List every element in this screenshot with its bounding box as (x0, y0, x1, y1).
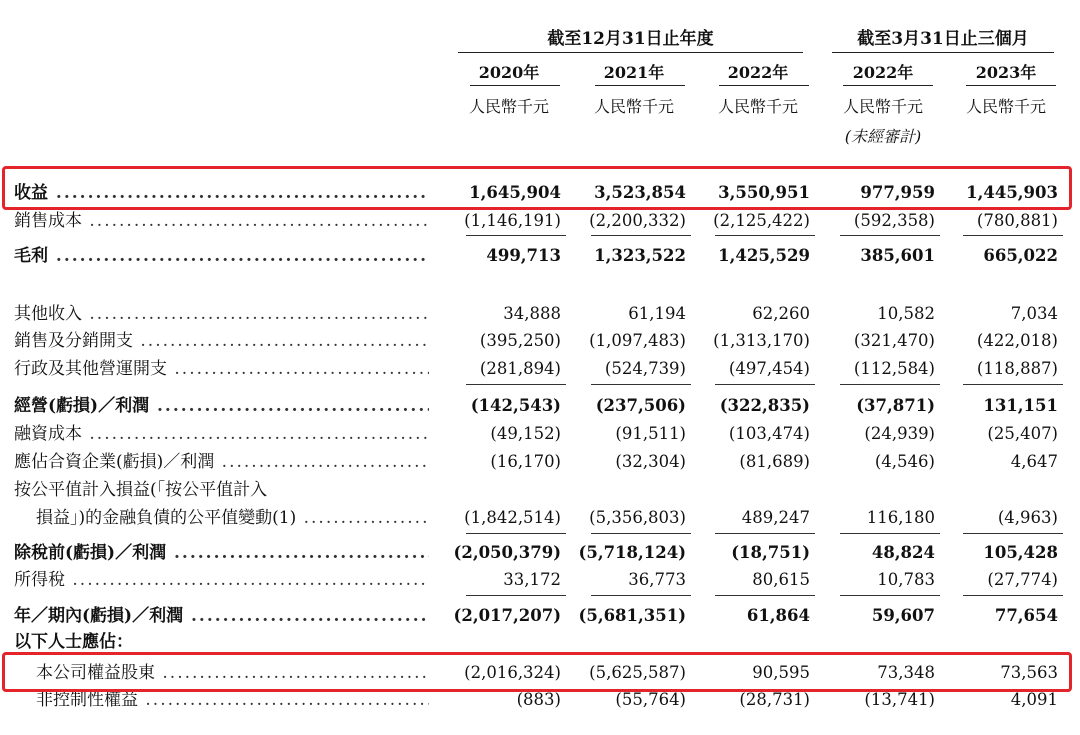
underline (591, 533, 691, 534)
cell: 131,151 (983, 396, 1058, 415)
col-year-2021: 2021年 (603, 63, 665, 82)
table-row-cost-of-sales (0, 208, 1080, 234)
underline (715, 595, 815, 596)
cell: 59,607 (871, 606, 935, 625)
underline (591, 235, 691, 236)
row-label: 年／期內(虧損)／利潤 ..... (14, 603, 429, 629)
cell: (2,125,422) (713, 211, 810, 230)
underline (963, 595, 1063, 596)
row-label: 以下人士應佔： (14, 632, 133, 652)
cell: 7,034 (1010, 304, 1058, 323)
cell: (780,881) (976, 211, 1058, 230)
cell: (524,739) (604, 359, 686, 378)
cell: (27,774) (987, 570, 1058, 589)
col-year-2023-q1: 2023年 (975, 63, 1037, 82)
row-label: 收益 ..... (14, 180, 429, 206)
col-rule (966, 85, 1056, 86)
cell: (55,764) (615, 690, 686, 709)
header-group-quarter: 截至3月31日止三個月 (857, 29, 1029, 49)
row-label: 融資成本 ..... (14, 421, 429, 447)
table-row-finance-costs (0, 421, 1080, 447)
cell: (422,018) (976, 331, 1058, 350)
col-rule (470, 85, 560, 86)
underline (715, 235, 815, 236)
underline (963, 533, 1063, 534)
header-rule-annual (458, 52, 803, 53)
col-rule (719, 85, 809, 86)
cell: 489,247 (741, 508, 810, 527)
row-label: 應佔合資企業(虧損)／利潤 ..... (14, 449, 429, 475)
table-row-selling-expenses (0, 328, 1080, 354)
cell: (13,741) (864, 690, 935, 709)
row-label: 其他收入 ..... (14, 301, 429, 327)
underline (591, 384, 691, 385)
table-row-operating-result (0, 393, 1080, 419)
underline (715, 533, 815, 534)
cell: (2,050,379) (453, 543, 561, 562)
cell: (103,474) (728, 424, 810, 443)
cell: (112,584) (853, 359, 935, 378)
cell: (5,718,124) (578, 543, 686, 562)
row-label: 所得稅 ..... (14, 567, 429, 593)
cell: (1,313,170) (713, 331, 810, 350)
cell: (281,894) (479, 359, 561, 378)
cell: 116,180 (866, 508, 935, 527)
cell: 77,654 (994, 606, 1058, 625)
cell: 3,550,951 (718, 183, 810, 202)
cell: (16,170) (490, 452, 561, 471)
row-label: 按公平值計入損益(「按公平值計入 (14, 480, 268, 500)
cell: 10,783 (877, 570, 935, 589)
cell: 61,194 (628, 304, 686, 323)
table-row-other-income (0, 301, 1080, 327)
col-year-2022-q1: 2022年 (852, 63, 914, 82)
row-label: 本公司權益股東 ..... (36, 660, 429, 686)
cell: (32,304) (615, 452, 686, 471)
cell: 73,563 (1000, 663, 1058, 682)
row-label: 除稅前(虧損)／利潤 ..... (14, 540, 429, 566)
row-label: 毛利 ..... (14, 243, 429, 269)
cell: 977,959 (860, 183, 935, 202)
underline (840, 384, 940, 385)
header-rule-quarter (832, 52, 1054, 53)
table-row-period-result (0, 603, 1080, 629)
row-label: 行政及其他營運開支 ..... (14, 356, 429, 382)
cell: (18,751) (731, 543, 810, 562)
cell: 4,647 (1010, 452, 1058, 471)
cell: 10,582 (877, 304, 935, 323)
col-currency: 人民幣千元 (842, 97, 923, 116)
table-row-pretax-result (0, 540, 1080, 566)
cell: (24,939) (864, 424, 935, 443)
cell: (2,017,207) (453, 606, 561, 625)
col-currency: 人民幣千元 (717, 97, 798, 116)
table-row-fvtpl-heading (0, 477, 1080, 503)
cell: 34,888 (503, 304, 561, 323)
col-unaudited-note: (未經審計) (844, 127, 922, 146)
cell: 33,172 (503, 570, 561, 589)
underline (466, 595, 566, 596)
row-label: 經營(虧損)／利潤 ..... (14, 393, 429, 419)
highlight-box-equity-shareholders (2, 652, 1072, 692)
row-label: 非控制性權益 ..... (36, 687, 429, 713)
cell: (321,470) (853, 331, 935, 350)
row-label: 銷售成本 ..... (14, 208, 429, 234)
col-currency: 人民幣千元 (593, 97, 674, 116)
cell: (883) (516, 690, 561, 709)
cell: 665,022 (983, 246, 1058, 265)
header-group-annual: 截至12月31日止年度 (547, 29, 714, 49)
col-year-2022: 2022年 (727, 63, 789, 82)
cell: (37,871) (856, 396, 935, 415)
col-year-2020: 2020年 (478, 63, 540, 82)
underline (840, 533, 940, 534)
cell: 73,348 (877, 663, 935, 682)
cell: (1,146,191) (464, 211, 561, 230)
table-row-joint-venture-share (0, 449, 1080, 475)
cell: (2,200,332) (589, 211, 686, 230)
underline (466, 235, 566, 236)
cell: 499,713 (486, 246, 561, 265)
row-label: 銷售及分銷開支 ..... (14, 328, 429, 354)
cell: (5,356,803) (589, 508, 686, 527)
underline (715, 384, 815, 385)
cell: 1,425,529 (718, 246, 810, 265)
cell: (25,407) (987, 424, 1058, 443)
table-row-admin-expenses (0, 356, 1080, 382)
table-row-gross-profit (0, 243, 1080, 269)
col-currency: 人民幣千元 (468, 97, 549, 116)
cell: 61,864 (746, 606, 810, 625)
cell: (395,250) (479, 331, 561, 350)
cell: 90,595 (752, 663, 810, 682)
cell: (4,963) (997, 508, 1058, 527)
cell: 48,824 (871, 543, 935, 562)
cell: (5,625,587) (589, 663, 686, 682)
cell: (237,506) (595, 396, 686, 415)
cell: 105,428 (983, 543, 1058, 562)
table-row-income-tax (0, 567, 1080, 593)
cell: (28,731) (739, 690, 810, 709)
cell: (1,097,483) (589, 331, 686, 350)
highlight-box-revenue (2, 166, 1072, 210)
cell: (49,152) (490, 424, 561, 443)
cell: (322,835) (719, 396, 810, 415)
underline (466, 384, 566, 385)
underline (591, 595, 691, 596)
cell: (81,689) (739, 452, 810, 471)
cell: 80,615 (752, 570, 810, 589)
cell: 385,601 (860, 246, 935, 265)
underline (840, 595, 940, 596)
underline (963, 235, 1063, 236)
cell: (592,358) (853, 211, 935, 230)
cell: 4,091 (1010, 690, 1058, 709)
cell: (2,016,324) (464, 663, 561, 682)
cell: (1,842,514) (464, 508, 561, 527)
underline (466, 533, 566, 534)
cell: 1,323,522 (594, 246, 686, 265)
underline (963, 384, 1063, 385)
col-rule (843, 85, 933, 86)
underline (840, 235, 940, 236)
cell: (118,887) (976, 359, 1058, 378)
cell: 36,773 (628, 570, 686, 589)
col-currency: 人民幣千元 (965, 97, 1046, 116)
cell: (4,546) (874, 452, 935, 471)
cell: (5,681,351) (578, 606, 686, 625)
row-label: 損益」)的金融負債的公平值變動(1) ..... (36, 505, 429, 531)
cell: 62,260 (752, 304, 810, 323)
cell: (142,543) (470, 396, 561, 415)
cell: 3,523,854 (594, 183, 686, 202)
table-row-fvtpl-change (0, 505, 1080, 531)
col-rule (595, 85, 685, 86)
cell: 1,445,903 (966, 183, 1058, 202)
cell: (497,454) (728, 359, 810, 378)
cell: 1,645,904 (469, 183, 561, 202)
cell: (91,511) (615, 424, 686, 443)
